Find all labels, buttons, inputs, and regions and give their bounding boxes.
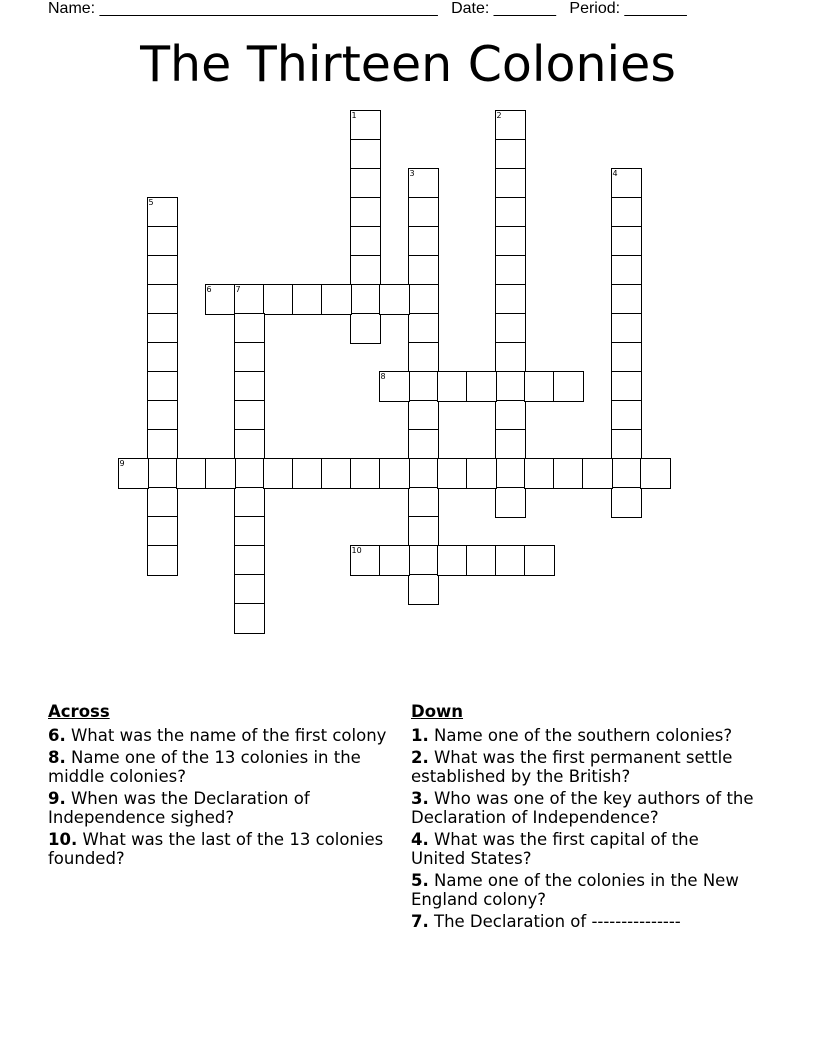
grid-cell[interactable]	[495, 313, 526, 344]
grid-cell[interactable]	[379, 458, 410, 489]
grid-cell[interactable]	[234, 313, 265, 344]
grid-cell[interactable]	[408, 574, 439, 605]
grid-cell[interactable]	[147, 313, 178, 344]
grid-cell[interactable]	[611, 400, 642, 431]
clue-down-2: 2. What was the first permanent settle established by the British?	[411, 747, 733, 786]
grid-cell[interactable]	[495, 226, 526, 257]
period-field[interactable]: Period: _______	[569, 0, 687, 17]
grid-cell[interactable]	[582, 458, 613, 489]
cell-number: 6	[206, 284, 212, 294]
grid-cell[interactable]	[176, 458, 207, 489]
grid-cell[interactable]	[495, 400, 526, 431]
grid-cell[interactable]	[495, 139, 526, 170]
grid-cell[interactable]	[147, 371, 178, 402]
grid-cell[interactable]	[611, 255, 642, 286]
grid-cell[interactable]	[408, 313, 439, 344]
clue-across-9: 9. When was the Declaration of Independence sighed?	[48, 788, 310, 827]
grid-cell[interactable]	[524, 458, 555, 489]
cell-number: 9	[119, 458, 125, 468]
grid-cell[interactable]	[495, 429, 526, 460]
grid-cell[interactable]	[234, 545, 265, 576]
grid-cell[interactable]	[524, 371, 555, 402]
grid-cell[interactable]	[350, 313, 381, 344]
grid-cell[interactable]	[234, 400, 265, 431]
grid-cell[interactable]	[495, 197, 526, 228]
grid-cell[interactable]	[466, 545, 497, 576]
grid-cell[interactable]	[495, 458, 526, 489]
grid-cell[interactable]	[350, 197, 381, 228]
grid-cell[interactable]	[408, 255, 439, 286]
grid-cell[interactable]	[553, 371, 584, 402]
grid-cell[interactable]	[350, 168, 381, 199]
across-clues	[48, 702, 393, 871]
cell-number: 4	[612, 168, 618, 178]
grid-cell[interactable]	[234, 487, 265, 518]
cell-number: 2	[496, 110, 502, 120]
cell-number: 8	[380, 371, 386, 381]
grid-cell[interactable]	[234, 371, 265, 402]
grid-cell[interactable]	[553, 458, 584, 489]
grid-cell[interactable]	[321, 458, 352, 489]
grid-cell[interactable]	[408, 429, 439, 460]
grid-cell[interactable]	[147, 284, 178, 315]
grid-cell[interactable]	[234, 458, 265, 489]
grid-cell[interactable]	[408, 458, 439, 489]
grid-cell[interactable]	[495, 342, 526, 373]
grid-cell[interactable]	[234, 342, 265, 373]
clue-down-7: 7. The Declaration of ---------------	[411, 911, 681, 931]
clue-down-5: 5. Name one of the colonies in the New England colony?	[411, 870, 739, 909]
grid-cell[interactable]	[611, 197, 642, 228]
grid-cell[interactable]	[147, 226, 178, 257]
grid-cell[interactable]	[408, 284, 439, 315]
cell-number: 7	[235, 284, 241, 294]
grid-cell[interactable]	[147, 545, 178, 576]
grid-cell[interactable]	[147, 197, 178, 228]
clue-across-10: 10. What was the last of the 13 colonies founded?	[48, 829, 384, 868]
grid-cell[interactable]	[350, 255, 381, 286]
down-heading: Down	[411, 702, 464, 721]
cell-number: 10	[351, 545, 362, 555]
grid-cell[interactable]	[495, 110, 526, 141]
grid-cell[interactable]	[408, 516, 439, 547]
grid-cell[interactable]	[118, 458, 149, 489]
grid-cell[interactable]	[611, 371, 642, 402]
grid-cell[interactable]	[350, 226, 381, 257]
grid-cell[interactable]	[350, 110, 381, 141]
grid-cell[interactable]	[495, 371, 526, 402]
date-field[interactable]: Date: _______	[451, 0, 557, 17]
grid-cell[interactable]	[495, 168, 526, 199]
cell-number: 1	[351, 110, 357, 120]
grid-cell[interactable]	[437, 371, 468, 402]
grid-cell[interactable]	[611, 284, 642, 315]
grid-cell[interactable]	[292, 458, 323, 489]
clue-across-8: 8. Name one of the 13 colonies in the middle colonies?	[48, 747, 361, 786]
grid-cell[interactable]	[263, 284, 294, 315]
grid-cell[interactable]	[147, 255, 178, 286]
grid-cell[interactable]	[350, 284, 381, 315]
grid-cell[interactable]	[611, 458, 642, 489]
clue-across-6: 6. What was the name of the first colony	[48, 726, 387, 745]
grid-cell[interactable]	[147, 458, 178, 489]
grid-cell[interactable]	[350, 545, 381, 576]
grid-cell[interactable]	[205, 284, 236, 315]
grid-cell[interactable]	[147, 516, 178, 547]
grid-cell[interactable]	[408, 400, 439, 431]
grid-cell[interactable]	[263, 458, 294, 489]
grid-cell[interactable]	[234, 429, 265, 460]
grid-cell[interactable]	[350, 139, 381, 170]
grid-cell[interactable]	[611, 429, 642, 460]
clue-down-3: 3. Who was one of the key authors of the Declaration of Independence?	[411, 788, 754, 827]
grid-cell[interactable]	[379, 284, 410, 315]
grid-cell[interactable]	[524, 545, 555, 576]
grid-cell[interactable]	[495, 487, 526, 518]
grid-cell[interactable]	[611, 168, 642, 199]
grid-cell[interactable]	[437, 458, 468, 489]
grid-cell[interactable]	[495, 255, 526, 286]
grid-cell[interactable]	[408, 226, 439, 257]
clue-down-4: 4. What was the first capital of the United States?	[411, 829, 699, 868]
grid-cell[interactable]	[611, 342, 642, 373]
grid-cell[interactable]	[408, 168, 439, 199]
grid-cell[interactable]	[379, 371, 410, 402]
grid-cell[interactable]	[640, 458, 671, 489]
grid-cell[interactable]	[321, 284, 352, 315]
grid-cell[interactable]	[495, 545, 526, 576]
grid-cell[interactable]	[611, 487, 642, 518]
grid-cell[interactable]	[466, 371, 497, 402]
cell-number: 5	[148, 197, 154, 207]
grid-cell[interactable]	[408, 342, 439, 373]
grid-cell[interactable]	[350, 458, 381, 489]
grid-cell[interactable]	[234, 284, 265, 315]
grid-cell[interactable]	[147, 400, 178, 431]
grid-cell[interactable]	[408, 487, 439, 518]
cell-number: 3	[409, 168, 415, 178]
grid-cell[interactable]	[147, 429, 178, 460]
grid-cell[interactable]	[611, 313, 642, 344]
clue-down-1: 1. Name one of the southern colonies?	[411, 726, 733, 745]
grid-cell[interactable]	[408, 371, 439, 402]
page-title: The Thirteen Colonies	[140, 36, 676, 93]
grid-cell[interactable]	[408, 197, 439, 228]
grid-cell[interactable]	[205, 458, 236, 489]
grid-cell[interactable]	[234, 574, 265, 605]
across-heading: Across	[48, 702, 110, 721]
grid-cell[interactable]	[495, 284, 526, 315]
grid-cell[interactable]	[234, 516, 265, 547]
grid-cell[interactable]	[379, 545, 410, 576]
name-field[interactable]: Name: ______________________________________	[48, 0, 438, 17]
grid-cell[interactable]	[234, 603, 265, 634]
grid-cell[interactable]	[466, 458, 497, 489]
grid-cell[interactable]	[292, 284, 323, 315]
grid-cell[interactable]	[147, 487, 178, 518]
grid-cell[interactable]	[437, 545, 468, 576]
down-clues	[411, 702, 756, 933]
grid-cell[interactable]	[147, 342, 178, 373]
grid-cell[interactable]	[611, 226, 642, 257]
grid-cell[interactable]	[408, 545, 439, 576]
